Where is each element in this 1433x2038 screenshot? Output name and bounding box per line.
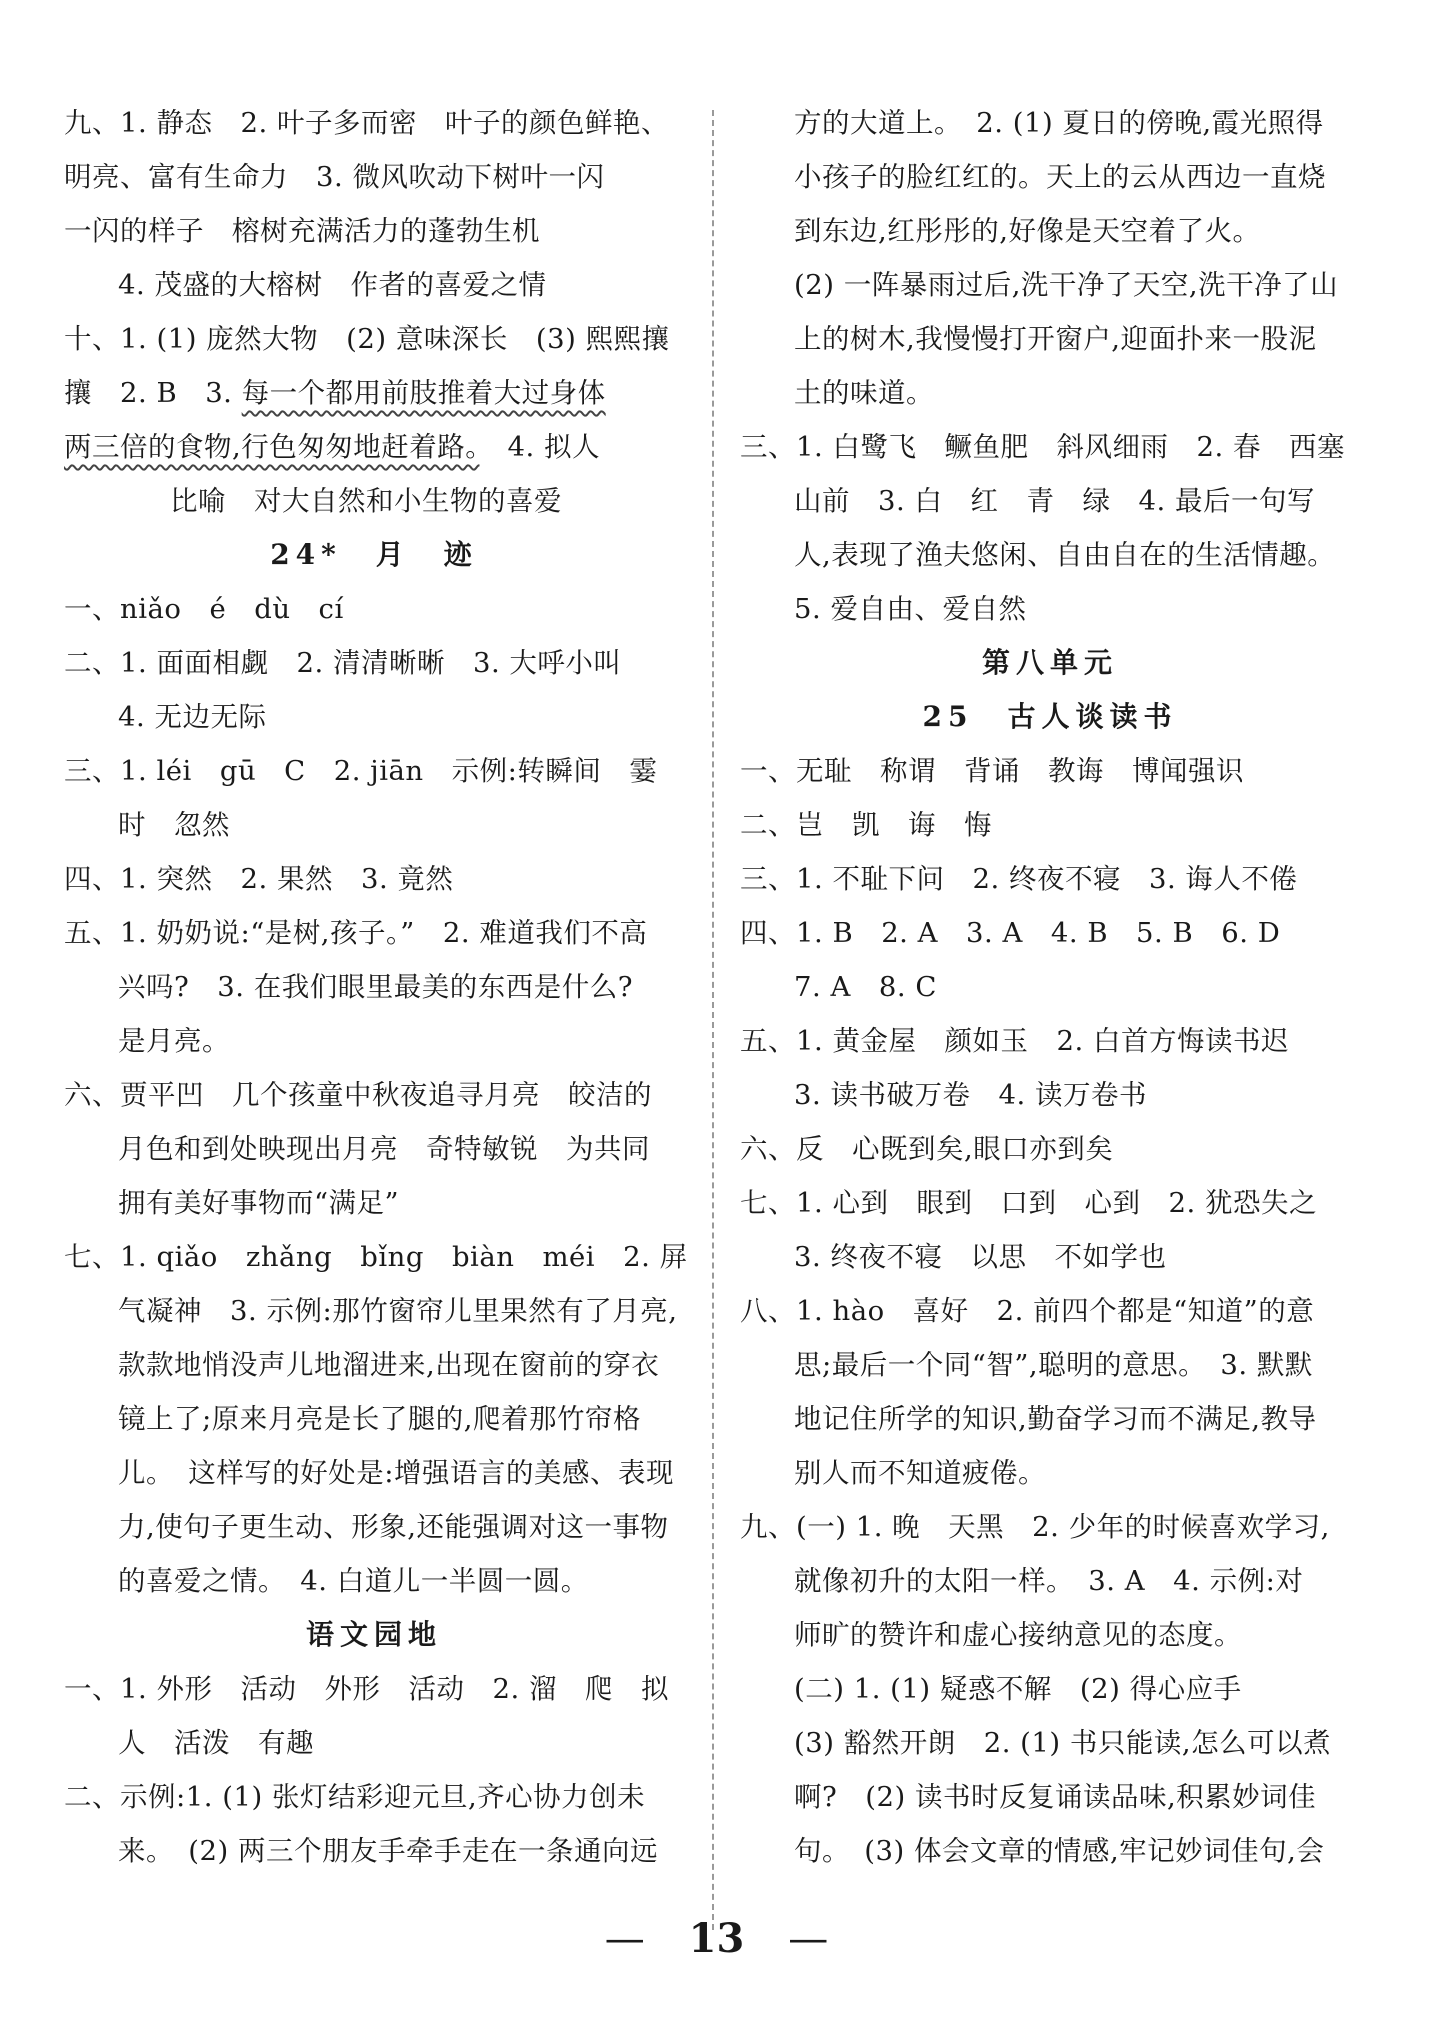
line-text: 一闪的样子 榕树充满活力的蓬勃生机 bbox=[64, 215, 540, 247]
answer-line bbox=[64, 744, 684, 798]
answer-line bbox=[64, 474, 684, 528]
line-text: 人 活泼 有趣 bbox=[118, 1727, 314, 1759]
line-text: 地记住所学的知识,勤奋学习而不满足,教导 bbox=[794, 1403, 1317, 1435]
line-text: 攘 2. B 3. bbox=[64, 377, 242, 409]
answer-line bbox=[64, 1824, 684, 1878]
section-heading bbox=[64, 1608, 684, 1662]
line-text: 4. 拟人 bbox=[479, 431, 600, 463]
answer-line bbox=[64, 1392, 684, 1446]
answer-line bbox=[64, 690, 684, 744]
answer-line bbox=[740, 420, 1360, 474]
underlined-text: 每一个都用前肢推着大过身体 bbox=[241, 377, 606, 409]
answer-line bbox=[64, 312, 684, 366]
answer-line bbox=[740, 960, 1360, 1014]
line-text: 别人而不知道疲倦。 bbox=[794, 1457, 1046, 1489]
answer-line bbox=[64, 1284, 684, 1338]
answer-line bbox=[64, 1122, 684, 1176]
answer-line bbox=[64, 1716, 684, 1770]
line-text: 4. 无边无际 bbox=[118, 701, 267, 733]
line-text: 气凝神 3. 示例:那竹窗帘儿里果然有了月亮, bbox=[118, 1295, 678, 1327]
answer-line bbox=[64, 150, 684, 204]
line-text: 一、无耻 称谓 背诵 教诲 博闻强识 bbox=[740, 755, 1244, 787]
section-heading bbox=[740, 690, 1360, 744]
answer-line bbox=[740, 852, 1360, 906]
line-text: 款款地悄没声儿地溜进来,出现在窗前的穿衣 bbox=[118, 1349, 660, 1381]
line-text: 一、1. 外形 活动 外形 活动 2. 溜 爬 拟 bbox=[64, 1673, 669, 1705]
line-text: 九、(一) 1. 晚 天黑 2. 少年的时候喜欢学习, bbox=[740, 1511, 1330, 1543]
line-text: 六、反 心既到矣,眼口亦到矣 bbox=[740, 1133, 1114, 1165]
line-text: 二、岂 凯 诲 悔 bbox=[740, 809, 992, 841]
answer-line bbox=[740, 312, 1360, 366]
answer-line bbox=[740, 1122, 1360, 1176]
line-text: 上的树木,我慢慢打开窗户,迎面扑来一股泥 bbox=[794, 323, 1317, 355]
answer-line bbox=[740, 1068, 1360, 1122]
answer-line bbox=[740, 1554, 1360, 1608]
line-text: 小孩子的脸红红的。天上的云从西边一直烧 bbox=[794, 161, 1326, 193]
line-text: 啊? (2) 读书时反复诵读品味,积累妙词佳 bbox=[794, 1781, 1317, 1813]
answer-line bbox=[740, 744, 1360, 798]
answer-line bbox=[740, 1338, 1360, 1392]
line-text: 兴吗? 3. 在我们眼里最美的东西是什么? bbox=[118, 971, 633, 1003]
answer-line bbox=[740, 366, 1360, 420]
line-text: 就像初升的太阳一样。 3. A 4. 示例:对 bbox=[794, 1565, 1304, 1597]
line-text: 人,表现了渔夫悠闲、自由自在的生活情趣。 bbox=[794, 539, 1336, 571]
answer-line bbox=[740, 1500, 1360, 1554]
answer-line bbox=[740, 798, 1360, 852]
column-divider bbox=[712, 110, 714, 1930]
line-text: 山前 3. 白 红 青 绿 4. 最后一句写 bbox=[794, 485, 1315, 517]
line-text: (3) 豁然开朗 2. (1) 书只能读,怎么可以煮 bbox=[794, 1727, 1332, 1759]
answer-line bbox=[740, 258, 1360, 312]
answer-line bbox=[64, 636, 684, 690]
line-text: 力,使句子更生动、形象,还能强调对这一事物 bbox=[118, 1511, 669, 1543]
answer-line bbox=[64, 906, 684, 960]
answer-line bbox=[64, 366, 684, 420]
answer-line bbox=[64, 1662, 684, 1716]
answer-line bbox=[740, 1014, 1360, 1068]
line-text: 3. 读书破万卷 4. 读万卷书 bbox=[794, 1079, 1147, 1111]
line-text: 到东边,红彤彤的,好像是天空着了火。 bbox=[794, 215, 1261, 247]
line-text: 4. 茂盛的大榕树 作者的喜爱之情 bbox=[118, 269, 547, 301]
answer-line bbox=[64, 798, 684, 852]
line-text: 思;最后一个同“智”,聪明的意思。 3. 默默 bbox=[794, 1349, 1313, 1381]
line-text: 拥有美好事物而“满足” bbox=[118, 1187, 400, 1219]
answer-line bbox=[740, 204, 1360, 258]
line-text: 土的味道。 bbox=[794, 377, 934, 409]
line-text: (2) 一阵暴雨过后,洗干净了天空,洗干净了山 bbox=[794, 269, 1339, 301]
line-text: 25 古人谈读书 bbox=[922, 700, 1178, 733]
answer-line bbox=[740, 1662, 1360, 1716]
line-text: 四、1. 突然 2. 果然 3. 竟然 bbox=[64, 863, 454, 895]
line-text: 镜上了;原来月亮是长了腿的,爬着那竹帘格 bbox=[118, 1403, 642, 1435]
answer-line bbox=[740, 1608, 1360, 1662]
answer-line bbox=[740, 1176, 1360, 1230]
line-text: 比喻 对大自然和小生物的喜爱 bbox=[170, 485, 562, 517]
answer-line bbox=[740, 906, 1360, 960]
line-text: 七、1. qiǎo zhǎng bǐng biàn méi 2. 屏 bbox=[64, 1241, 688, 1273]
line-text: 五、1. 黄金屋 颜如玉 2. 白首方悔读书迟 bbox=[740, 1025, 1289, 1057]
line-text: 明亮、富有生命力 3. 微风吹动下树叶一闪 bbox=[64, 161, 605, 193]
answer-line bbox=[64, 1500, 684, 1554]
line-text: 月色和到处映现出月亮 奇特敏锐 为共同 bbox=[118, 1133, 650, 1165]
line-text: 第八单元 bbox=[981, 646, 1118, 679]
line-text: 时 忽然 bbox=[118, 809, 230, 841]
line-text: 一、niǎo é dù cí bbox=[64, 593, 344, 625]
section-heading bbox=[64, 528, 684, 582]
answer-line bbox=[64, 1446, 684, 1500]
answer-line bbox=[64, 1770, 684, 1824]
line-text: 句。 (3) 体会文章的情感,牢记妙词佳句,会 bbox=[794, 1835, 1325, 1867]
line-text: 24* 月 迹 bbox=[270, 538, 478, 571]
line-text: 十、1. (1) 庞然大物 (2) 意味深长 (3) 熙熙攘 bbox=[64, 323, 670, 355]
answer-line bbox=[64, 1068, 684, 1122]
answer-line bbox=[64, 1554, 684, 1608]
underlined-text: 两三倍的食物,行色匆匆地赶着路。 bbox=[64, 431, 480, 463]
answer-line bbox=[740, 1716, 1360, 1770]
line-text: 来。 (2) 两三个朋友手牵手走在一条通向远 bbox=[118, 1835, 658, 1867]
answer-line bbox=[64, 420, 684, 474]
line-text: 九、1. 静态 2. 叶子多而密 叶子的颜色鲜艳、 bbox=[64, 107, 669, 139]
line-text: 六、贾平凹 几个孩童中秋夜追寻月亮 皎洁的 bbox=[64, 1079, 652, 1111]
line-text: 师旷的赞许和虚心接纳意见的态度。 bbox=[794, 1619, 1242, 1651]
page-footer bbox=[0, 1912, 1433, 1966]
page-number: 13 bbox=[688, 1915, 745, 1962]
answer-line bbox=[64, 852, 684, 906]
answer-line bbox=[740, 1824, 1360, 1878]
answer-line bbox=[740, 1230, 1360, 1284]
line-text: (二) 1. (1) 疑惑不解 (2) 得心应手 bbox=[794, 1673, 1242, 1705]
answer-line bbox=[740, 1446, 1360, 1500]
answer-line bbox=[64, 258, 684, 312]
answer-line bbox=[64, 582, 684, 636]
answer-line bbox=[64, 204, 684, 258]
line-text: 7. A 8. C bbox=[794, 971, 937, 1003]
left-column bbox=[64, 96, 688, 1878]
answer-line bbox=[740, 582, 1360, 636]
answer-line bbox=[740, 528, 1360, 582]
line-text: 的喜爱之情。 4. 白道儿一半圆一圆。 bbox=[118, 1565, 589, 1597]
section-heading bbox=[740, 636, 1360, 690]
answer-line bbox=[64, 1338, 684, 1392]
line-text: 儿。 这样写的好处是:增强语言的美感、表现 bbox=[118, 1457, 675, 1489]
answer-line bbox=[740, 1284, 1360, 1338]
answer-line bbox=[740, 150, 1360, 204]
line-text: 三、1. 白鹭飞 鳜鱼肥 斜风细雨 2. 春 西塞 bbox=[740, 431, 1345, 463]
answer-line bbox=[740, 96, 1360, 150]
line-text: 四、1. B 2. A 3. A 4. B 5. B 6. D bbox=[740, 917, 1281, 949]
line-text: 三、1. léi gū C 2. jiān 示例:转瞬间 霎 bbox=[64, 755, 658, 787]
answer-line bbox=[64, 1176, 684, 1230]
answer-line bbox=[64, 1014, 684, 1068]
answer-line bbox=[740, 1392, 1360, 1446]
answer-line bbox=[64, 960, 684, 1014]
right-column bbox=[740, 96, 1360, 1878]
line-text: 七、1. 心到 眼到 口到 心到 2. 犹恐失之 bbox=[740, 1187, 1317, 1219]
answer-line bbox=[740, 474, 1360, 528]
line-text: 二、示例:1. (1) 张灯结彩迎元旦,齐心协力创未 bbox=[64, 1781, 646, 1813]
line-text: 5. 爱自由、爱自然 bbox=[794, 593, 1027, 625]
line-text: 是月亮。 bbox=[118, 1025, 230, 1057]
line-text: 方的大道上。 2. (1) 夏日的傍晚,霞光照得 bbox=[794, 107, 1324, 139]
answer-line bbox=[64, 96, 684, 150]
line-text: 八、1. hào 喜好 2. 前四个都是“知道”的意 bbox=[740, 1295, 1315, 1327]
answer-line bbox=[64, 1230, 688, 1284]
footer-dash-right: — bbox=[788, 1916, 829, 1962]
line-text: 3. 终夜不寝 以思 不如学也 bbox=[794, 1241, 1167, 1273]
line-text: 二、1. 面面相觑 2. 清清晰晰 3. 大呼小叫 bbox=[64, 647, 622, 679]
answer-line bbox=[740, 1770, 1360, 1824]
line-text: 语文园地 bbox=[305, 1618, 442, 1651]
footer-dash-left: — bbox=[604, 1916, 645, 1962]
line-text: 三、1. 不耻下问 2. 终夜不寝 3. 诲人不倦 bbox=[740, 863, 1298, 895]
line-text: 五、1. 奶奶说:“是树,孩子。” 2. 难道我们不高 bbox=[64, 917, 648, 949]
